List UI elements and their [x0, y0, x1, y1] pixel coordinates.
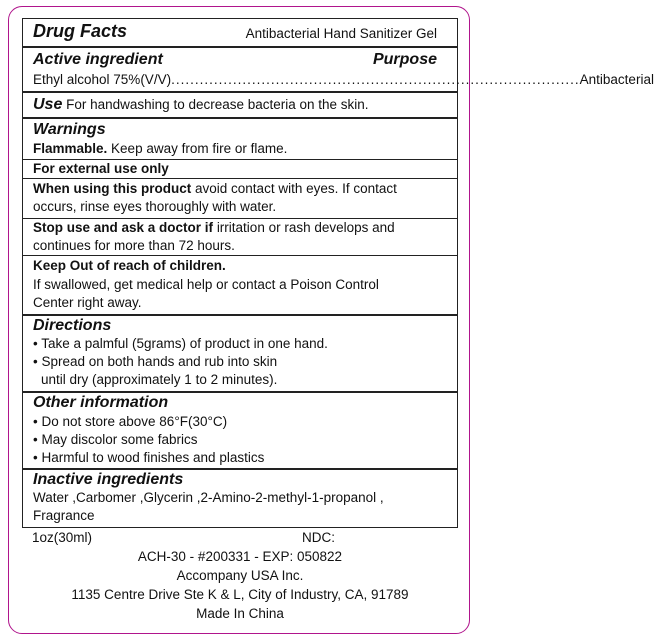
external-use: For external use only: [33, 161, 169, 176]
flammable-label: Flammable.: [33, 141, 108, 156]
directions-header: Directions: [33, 317, 112, 334]
dot-leader: ......................................................................................: [171, 72, 580, 87]
use-header: Use: [33, 96, 63, 113]
stop-use-text: irritation or rash develops and: [216, 220, 395, 235]
other-item: • Harmful to wood finishes and plastics: [33, 450, 265, 465]
when-using-row: [33, 180, 447, 197]
active-section: [23, 46, 457, 48]
ndc-label: NDC:: [302, 530, 335, 545]
inactive-line-2: Fragrance: [33, 508, 95, 523]
directions-rule: [23, 314, 457, 316]
rule: [23, 255, 457, 256]
title-row: [33, 23, 447, 41]
other-info-header: Other information: [33, 394, 169, 411]
directions-header-row: [33, 317, 447, 334]
direction-item: • Take a palmful (5grams) of product in one hand.: [33, 336, 328, 351]
flammable-row: [33, 140, 447, 157]
package-size: 1oz(30ml): [32, 530, 93, 545]
swallow-text-2: Center right away.: [33, 295, 142, 310]
stop-use-label: Stop use and ask a doctor if: [33, 220, 214, 235]
when-using-text-2: occurs, rinse eyes thoroughly with water.: [33, 199, 277, 214]
swallow-text-1: If swallowed, get medical help or contact a Poison Control: [33, 277, 379, 292]
other-header-row: [33, 394, 447, 411]
stop-use-text-2: continues for more than 72 hours.: [33, 238, 235, 253]
use-text: For handwashing to decrease bacteria on the skin.: [66, 97, 369, 112]
rule: [23, 178, 457, 179]
active-purpose: Antibacterial: [579, 72, 654, 87]
stop-use-row: [33, 219, 447, 236]
flammable-text: Keep away from fire or flame.: [111, 141, 288, 156]
when-using-text: avoid contact with eyes. If contact: [195, 181, 397, 196]
lot-number: ACH-30 - #200331 - EXP: 050822: [137, 549, 343, 564]
direction-item: • Spread on both hands and rub into skin: [33, 354, 278, 369]
drug-facts-panel: [22, 18, 654, 528]
other-rule: [23, 391, 457, 393]
company-name: Accompany USA Inc.: [176, 568, 304, 583]
product-name: Antibacterial Hand Sanitizer Gel: [245, 26, 437, 41]
direction-item-cont: until dry (approximately 1 to 2 minutes).: [41, 372, 278, 387]
when-using-label: When using this product: [33, 181, 192, 196]
purpose-header: Purpose: [372, 51, 437, 68]
use-row: [33, 96, 447, 113]
active-ingredient-header: Active ingredient: [33, 51, 163, 68]
other-item: • Do not store above 86°F(30°C): [33, 414, 228, 429]
keep-out-of-reach: Keep Out of reach of children.: [33, 258, 226, 273]
country-of-origin: Made In China: [196, 606, 284, 621]
active-ingredient-row: [33, 71, 654, 88]
warnings-header: Warnings: [33, 121, 106, 138]
active-header-row: [33, 51, 447, 68]
warnings-rule: [23, 117, 457, 119]
warnings-header-row: [33, 121, 447, 138]
other-item: • May discolor some fabrics: [33, 432, 198, 447]
inactive-line-1: Water ,Carbomer ,Glycerin ,2-Amino-2-methyl-1-propanol ,: [33, 490, 384, 505]
inactive-header: Inactive ingredients: [33, 471, 184, 488]
inactive-rule: [23, 468, 457, 470]
company-address: 1135 Centre Drive Ste K & L, City of Industry, CA, 91789: [71, 587, 409, 602]
use-rule: [23, 91, 457, 93]
active-ingredient: Ethyl alcohol 75%(V/V): [33, 72, 172, 87]
inactive-header-row: [33, 471, 447, 488]
drug-facts-title: Drug Facts: [33, 21, 128, 41]
